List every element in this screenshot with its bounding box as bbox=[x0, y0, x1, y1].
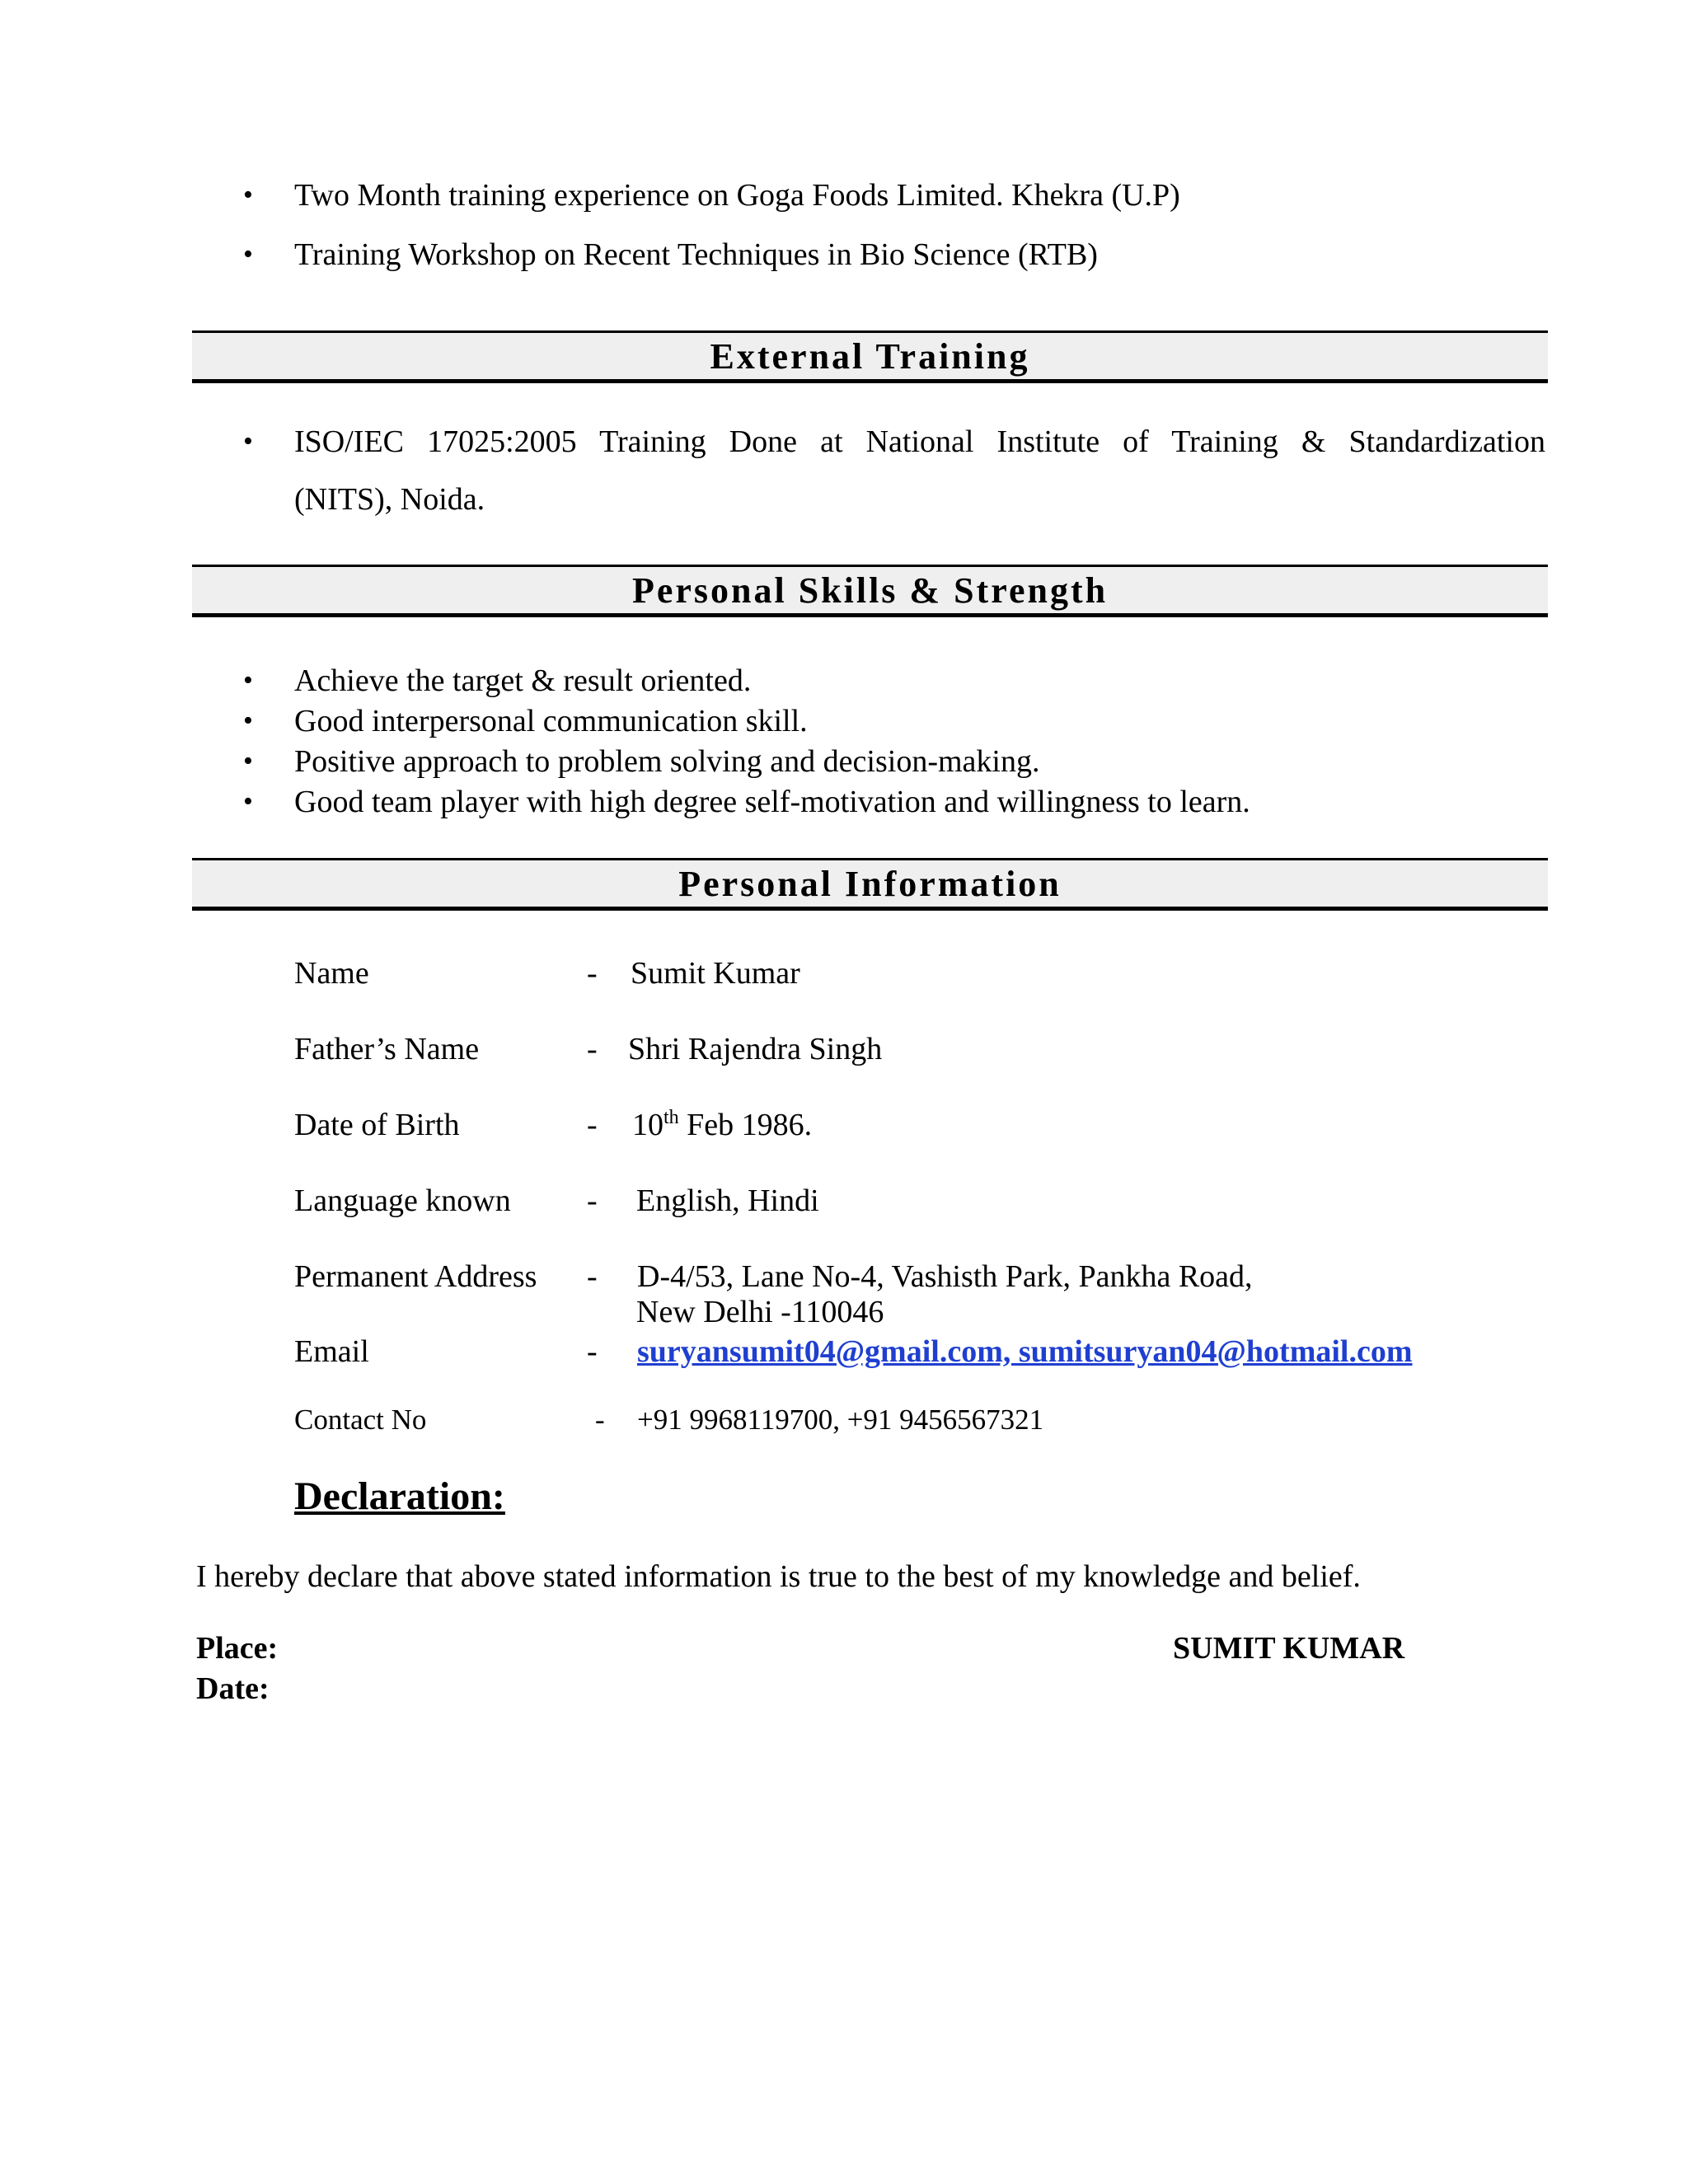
info-separator: - bbox=[587, 1032, 598, 1066]
info-value: English, Hindi bbox=[636, 1183, 819, 1218]
skill-item-text: Achieve the target & result oriented. bbox=[294, 663, 752, 698]
declaration-heading: Declaration: bbox=[294, 1474, 505, 1518]
info-label: Date of Birth bbox=[294, 1108, 460, 1142]
bullet-icon: • bbox=[243, 786, 253, 817]
info-label: Permanent Address bbox=[294, 1259, 537, 1294]
external-training-line-2-text: (NITS), Noida. bbox=[294, 482, 485, 517]
section-title: Personal Skills & Strength bbox=[631, 570, 1109, 611]
training-item-text: Two Month training experience on Goga Foods Limited. Khekra (U.P) bbox=[294, 178, 1180, 213]
place-label: Place: bbox=[196, 1631, 279, 1666]
bullet-icon: • bbox=[243, 746, 253, 776]
info-label: Email bbox=[294, 1334, 369, 1369]
info-value bbox=[632, 1106, 812, 1144]
address-line-1: D-4/53, Lane No-4, Vashisth Park, Pankha Road, bbox=[637, 1259, 1253, 1294]
date-label: Date: bbox=[196, 1671, 270, 1706]
section-title: External Training bbox=[710, 336, 1030, 377]
dob-rest: Feb 1986. bbox=[678, 1108, 813, 1142]
info-value: Sumit Kumar bbox=[631, 956, 800, 991]
dob-day: 10 bbox=[632, 1108, 663, 1142]
info-separator: - bbox=[595, 1404, 605, 1436]
external-training-line-1: ISO/IEC 17025:2005 Training Done at National Institute of Training & Standardization bbox=[294, 424, 1545, 459]
section-title: Personal Information bbox=[678, 864, 1062, 904]
info-value: Shri Rajendra Singh bbox=[628, 1032, 883, 1066]
dob-suffix: th bbox=[663, 1107, 679, 1128]
section-header-personal-information bbox=[192, 858, 1548, 911]
info-label: Name bbox=[294, 956, 369, 991]
signature-name: SUMIT KUMAR bbox=[1173, 1631, 1405, 1666]
info-separator: - bbox=[587, 1334, 598, 1369]
skill-item-text: Good team player with high degree self-motivation and willingness to learn. bbox=[294, 785, 1250, 819]
info-label: Contact No bbox=[294, 1404, 427, 1436]
email-link[interactable]: suryansumit04@gmail.com, sumitsuryan04@hotmail.com bbox=[637, 1334, 1413, 1369]
bullet-icon: • bbox=[243, 239, 253, 269]
info-separator: - bbox=[587, 1259, 598, 1294]
section-header-external-training bbox=[192, 330, 1548, 383]
skill-item-text: Good interpersonal communication skill. bbox=[294, 704, 808, 738]
declaration-text: I hereby declare that above stated information is true to the best of my knowledge and belief. bbox=[196, 1559, 1361, 1594]
bullet-icon: • bbox=[243, 426, 253, 457]
info-separator: - bbox=[587, 1108, 598, 1142]
info-separator: - bbox=[587, 956, 598, 991]
bullet-icon: • bbox=[243, 665, 253, 696]
bullet-icon: • bbox=[243, 705, 253, 736]
info-separator: - bbox=[587, 1183, 598, 1218]
info-label: Father’s Name bbox=[294, 1032, 480, 1066]
info-label: Language known bbox=[294, 1183, 511, 1218]
info-value: +91 9968119700, +91 9456567321 bbox=[637, 1404, 1044, 1436]
training-item-text: Training Workshop on Recent Techniques in Bio Science (RTB) bbox=[294, 237, 1098, 272]
skill-item-text: Positive approach to problem solving and decision-making. bbox=[294, 744, 1040, 779]
section-header-personal-skills bbox=[192, 565, 1548, 617]
bullet-icon: • bbox=[243, 180, 253, 210]
address-line-2: New Delhi -110046 bbox=[636, 1295, 884, 1329]
